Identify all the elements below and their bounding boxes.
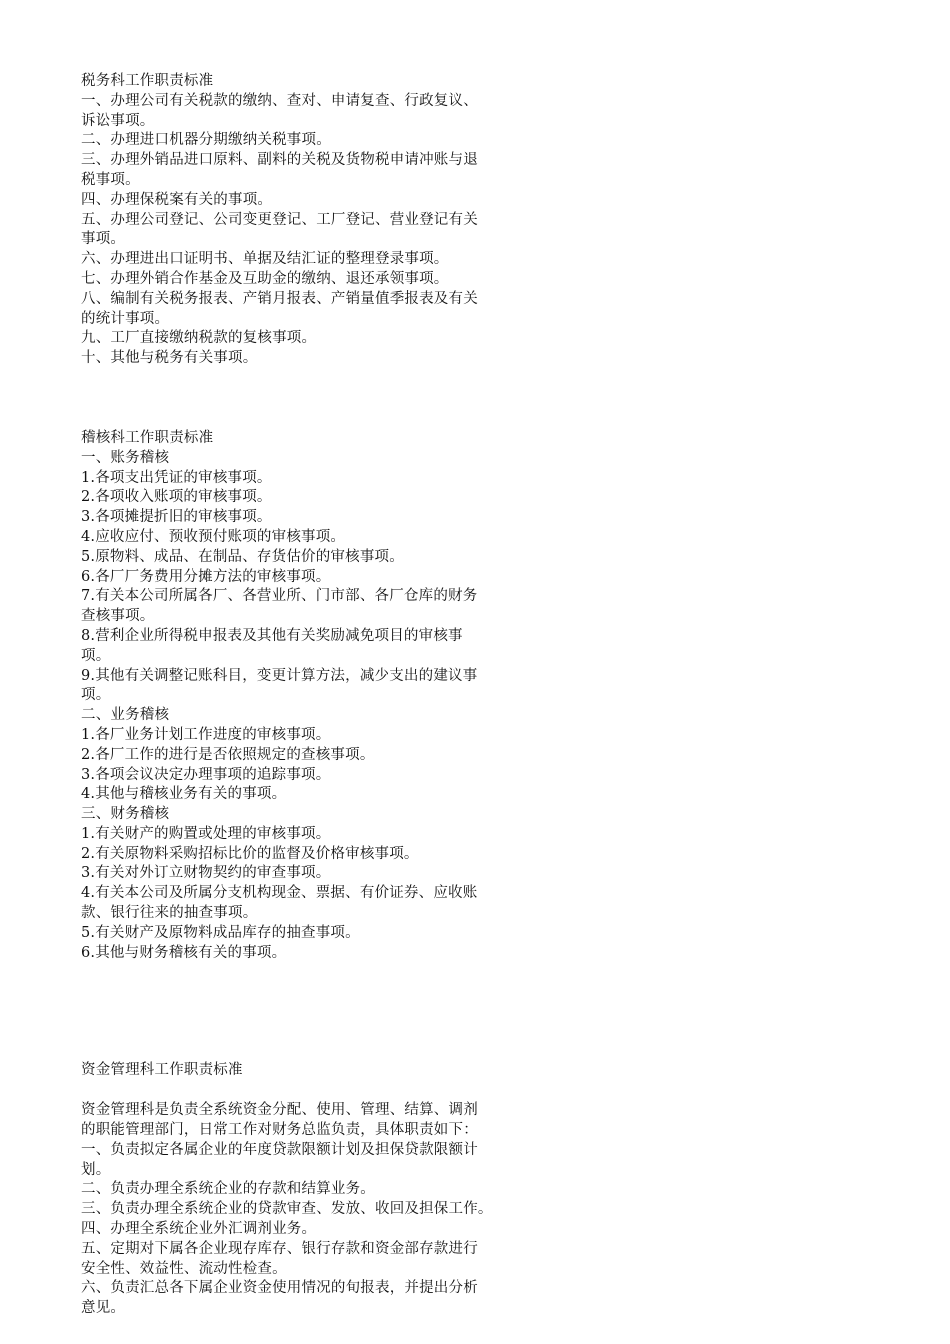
audit-line: 8.营利企业所得税申报表及其他有关奖励减免项目的审核事 [81, 627, 463, 644]
fund-line: 的职能管理部门，日常工作对财务总监负责，具体职责如下： [81, 1122, 478, 1139]
audit-line: 4.应收应付、预收预付账项的审核事项。 [81, 528, 346, 545]
tax-line: 税事项。 [81, 171, 140, 188]
audit-line: 5.有关财产及原物料成品库存的抽查事项。 [81, 924, 360, 941]
audit-line: 4.其他与稽核业务有关的事项。 [81, 786, 287, 803]
audit-line: 5.原物料、成品、在制品、存货估价的审核事项。 [81, 548, 404, 565]
section-spacer [81, 963, 551, 1061]
audit-line: 4.有关本公司及所属分支机构现金、票据、有价证券、应收账 [81, 885, 478, 902]
tax-line: 诉讼事项。 [81, 112, 155, 129]
audit-line: 3.各项会议决定办理事项的追踪事项。 [81, 766, 331, 783]
fund-section [81, 1061, 551, 1319]
audit-line: 2.各项收入账项的审核事项。 [81, 489, 272, 506]
fund-line: 安全性、效益性、流动性检查。 [81, 1260, 287, 1277]
audit-line: 6.各厂厂务费用分摊方法的审核事项。 [81, 568, 331, 585]
audit-line: 1.各项支出凭证的审核事项。 [81, 469, 272, 486]
audit-line: 查核事项。 [81, 608, 155, 625]
fund-line: 意见。 [81, 1300, 126, 1317]
paragraph-spacer [81, 1081, 551, 1101]
fund-section-title: 资金管理科工作职责标准 [81, 1062, 243, 1079]
audit-section-title: 稽核科工作职责标准 [81, 429, 214, 446]
tax-section [81, 72, 551, 369]
audit-line: 三、财务稽核 [81, 806, 170, 823]
tax-line: 七、办理外销合作基金及互助金的缴纳、退还承领事项。 [81, 270, 449, 287]
tax-line: 四、办理保税案有关的事项。 [81, 191, 273, 208]
audit-line: 项。 [81, 687, 111, 704]
document-page [81, 72, 551, 1319]
audit-line: 2.有关原物料采购招标比价的监督及价格审核事项。 [81, 845, 419, 862]
section-spacer [81, 369, 551, 429]
audit-line: 3.各项摊提折旧的审核事项。 [81, 509, 272, 526]
tax-line: 五、办理公司登记、公司变更登记、工厂登记、营业登记有关 [81, 211, 478, 228]
tax-line: 十、其他与税务有关事项。 [81, 350, 258, 367]
audit-line: 项。 [81, 647, 111, 664]
audit-line: 1.各厂业务计划工作进度的审核事项。 [81, 726, 331, 743]
audit-line: 6.其他与财务稽核有关的事项。 [81, 944, 287, 961]
audit-line: 3.有关对外订立财物契约的审查事项。 [81, 865, 331, 882]
fund-line: 四、办理全系统企业外汇调剂业务。 [81, 1221, 317, 1238]
tax-line: 三、办理外销品进口原料、副料的关税及货物税申请冲账与退 [81, 152, 478, 169]
tax-line: 一、办理公司有关税款的缴纳、查对、申请复查、行政复议、 [81, 92, 478, 109]
fund-line: 二、负责办理全系统企业的存款和结算业务。 [81, 1181, 375, 1198]
fund-line: 一、负责拟定各属企业的年度贷款限额计划及担保贷款限额计 [81, 1141, 478, 1158]
audit-line: 7.有关本公司所属各厂、各营业所、门市部、各厂仓库的财务 [81, 588, 478, 605]
tax-line: 事项。 [81, 231, 126, 248]
tax-section-title: 税务科工作职责标准 [81, 73, 214, 89]
fund-line: 划。 [81, 1161, 111, 1178]
audit-line: 二、业务稽核 [81, 707, 170, 724]
audit-section [81, 429, 551, 964]
tax-line: 六、办理进出口证明书、单据及结汇证的整理登录事项。 [81, 251, 449, 268]
tax-line: 二、办理进口机器分期缴纳关税事项。 [81, 132, 331, 149]
tax-line: 九、工厂直接缴纳税款的复核事项。 [81, 330, 317, 347]
fund-line: 五、定期对下属各企业现存库存、银行存款和资金部存款进行 [81, 1240, 478, 1257]
audit-line: 1.有关财产的购置或处理的审核事项。 [81, 825, 331, 842]
fund-line: 资金管理科是负责全系统资金分配、使用、管理、结算、调剂 [81, 1102, 478, 1119]
fund-line: 六、负责汇总各下属企业资金使用情况的旬报表，并提出分析 [81, 1280, 478, 1297]
tax-line: 八、编制有关税务报表、产销月报表、产销量值季报表及有关 [81, 290, 478, 307]
audit-line: 2.各厂工作的进行是否依照规定的查核事项。 [81, 746, 375, 763]
audit-line: 一、账务稽核 [81, 449, 170, 466]
audit-line: 9.其他有关调整记账科目，变更计算方法，减少支出的建议事 [81, 667, 478, 684]
audit-line: 款、银行往来的抽查事项。 [81, 905, 258, 922]
tax-line: 的统计事项。 [81, 310, 170, 327]
fund-line: 三、负责办理全系统企业的贷款审查、发放、收回及担保工作。 [81, 1201, 493, 1218]
